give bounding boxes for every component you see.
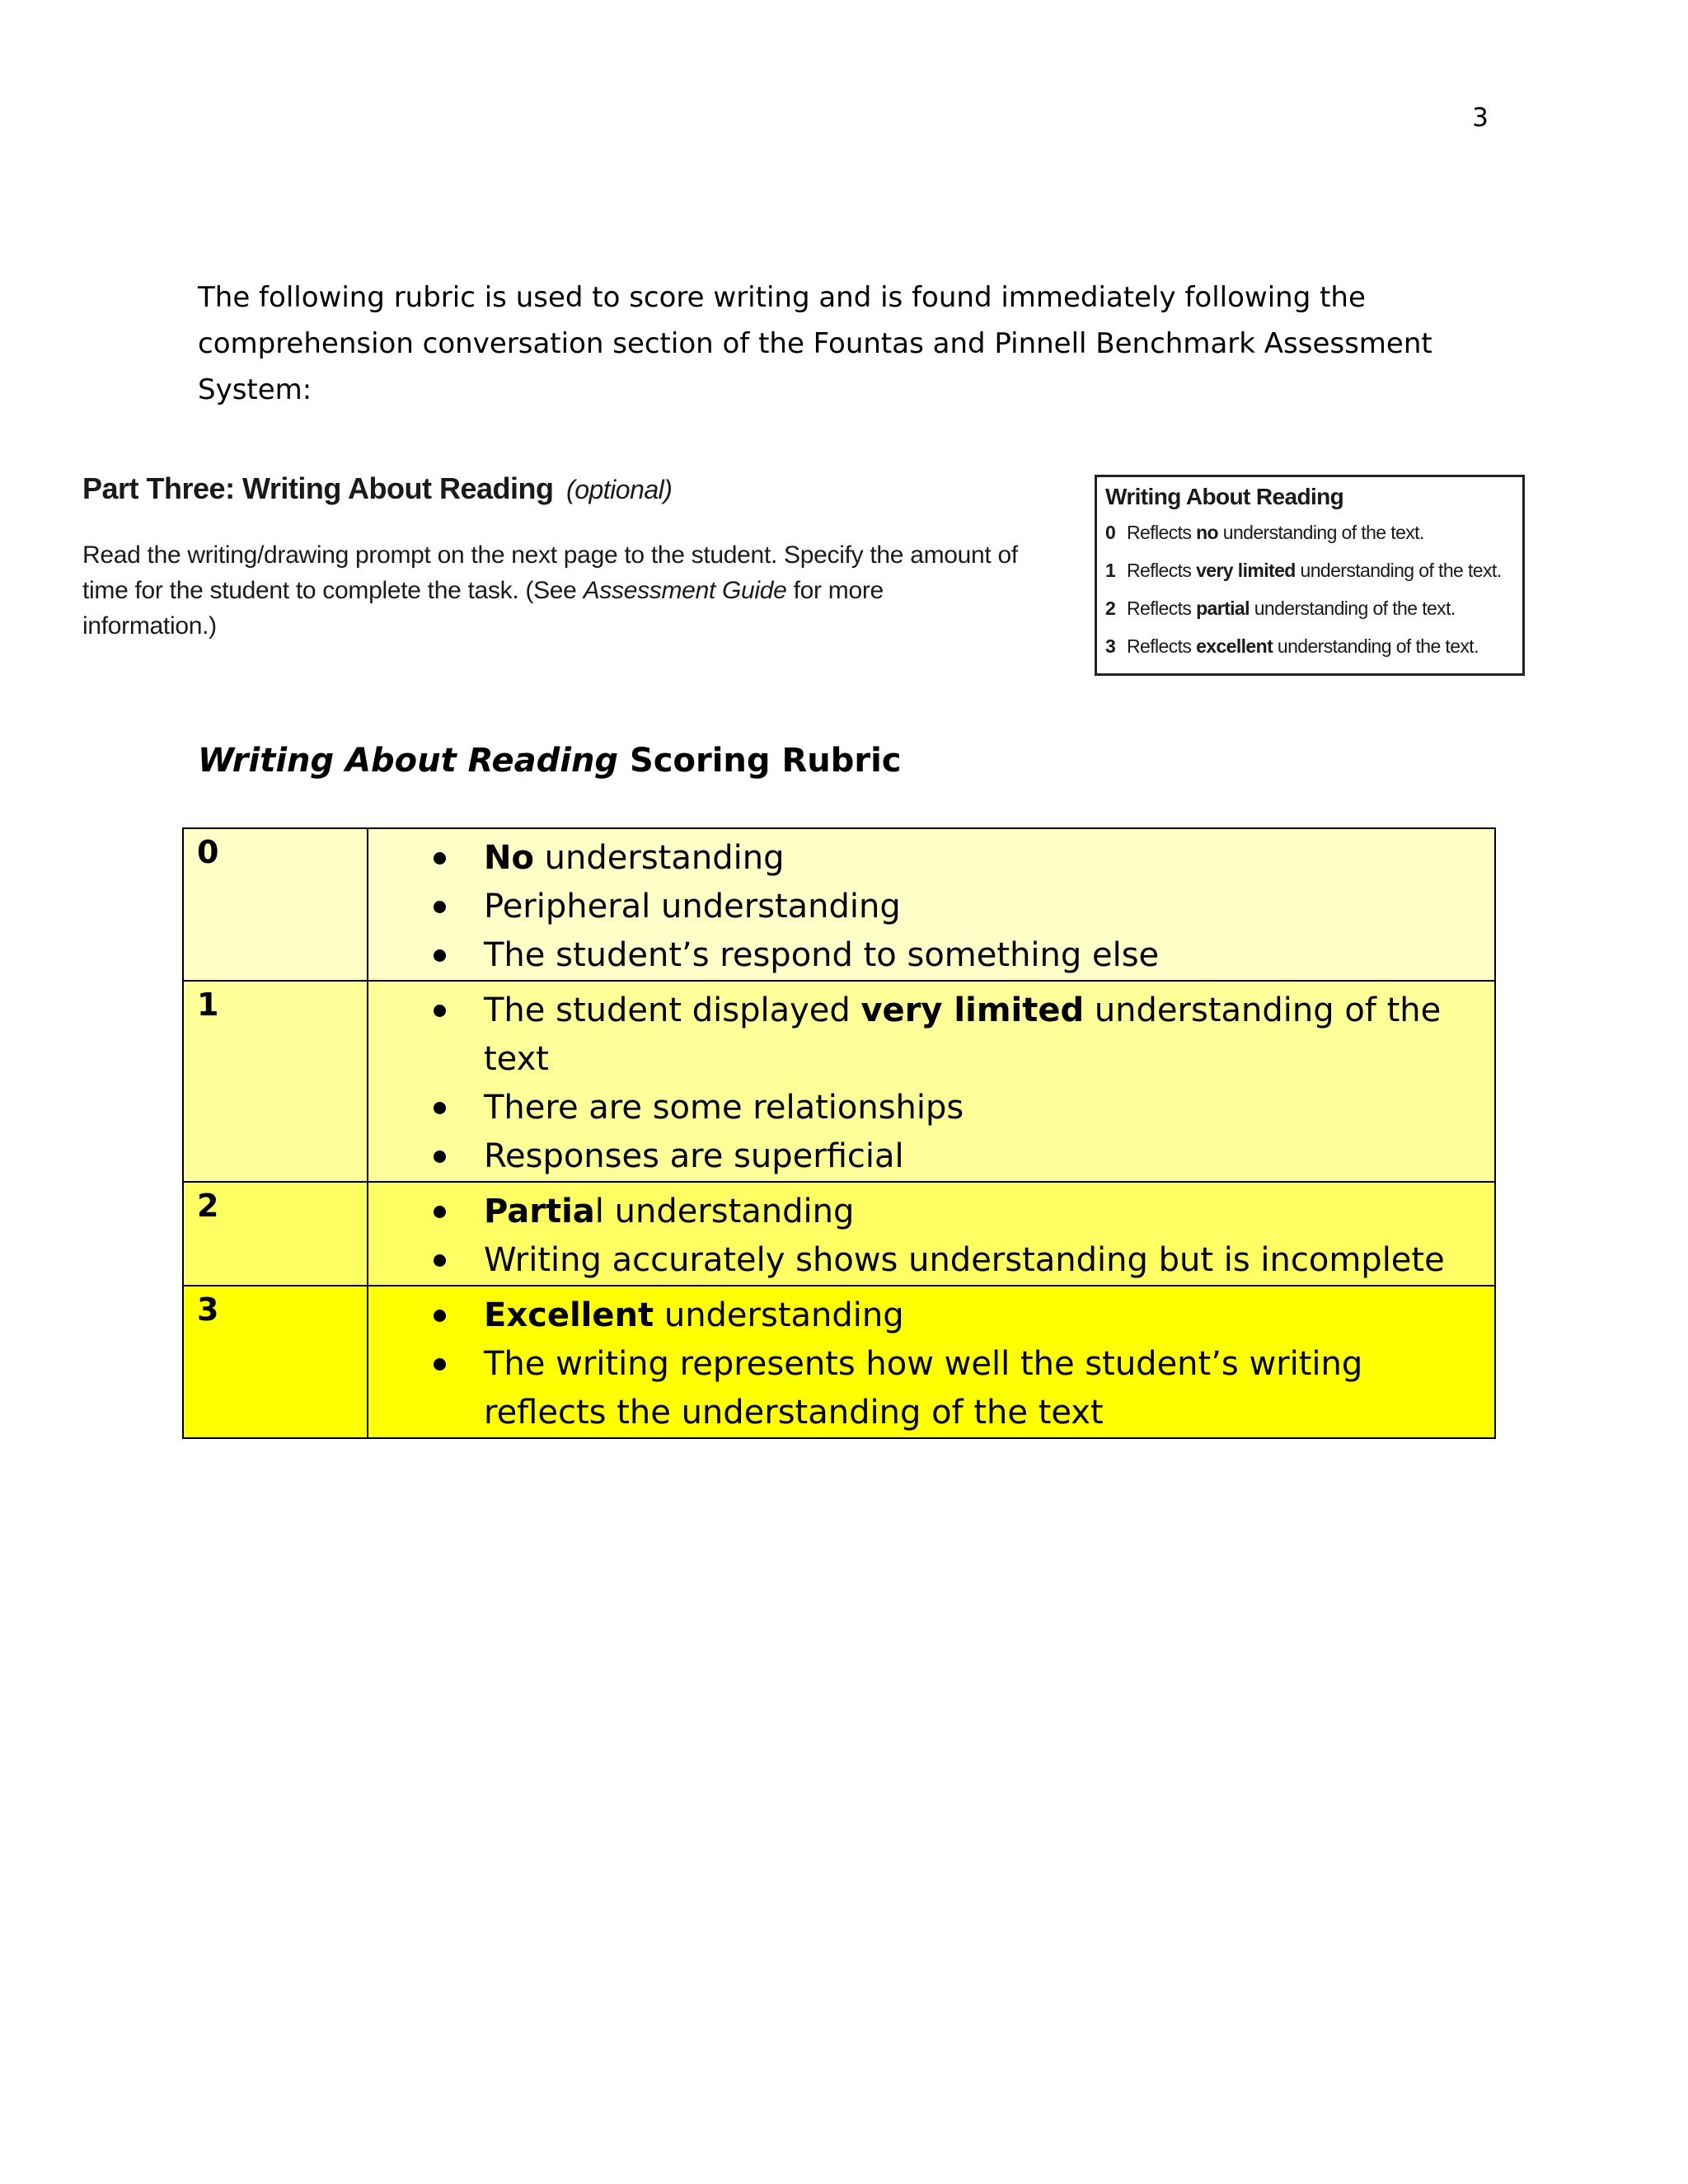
- criteria-list: [368, 834, 1494, 980]
- description-cell: [368, 1286, 1495, 1438]
- item-text: Responses are superficial: [484, 1137, 904, 1175]
- scoring-rubric-table: [182, 827, 1496, 1439]
- item-text: The student’s respond to something else: [484, 936, 1160, 974]
- scan-box-bold: no: [1196, 522, 1218, 543]
- scan-box-post: understanding of the text.: [1273, 635, 1479, 657]
- scan-box-num: 3: [1105, 635, 1116, 657]
- rubric-title-rest: Scoring Rubric: [618, 742, 902, 780]
- table-row: [183, 828, 1495, 981]
- scan-box-post: understanding of the text.: [1217, 522, 1424, 543]
- criteria-list: [368, 1188, 1494, 1285]
- table-row: [183, 981, 1495, 1182]
- scanned-excerpt: [79, 462, 1530, 684]
- score-cell: 3: [183, 1286, 368, 1438]
- list-item: [184, 834, 1494, 883]
- list-item: [184, 987, 1494, 1084]
- item-bold: very limited: [860, 991, 1085, 1029]
- item-text-after: understanding: [654, 1296, 904, 1334]
- scan-paragraph-em: Assessment Guide: [583, 577, 787, 604]
- scan-paragraph-end: for more information.): [82, 577, 884, 640]
- scan-box-row: [1105, 513, 1514, 551]
- description-cell: [368, 828, 1495, 981]
- scan-box-title: Writing About Reading: [1105, 484, 1344, 509]
- scan-box-pre: Reflects: [1127, 560, 1197, 581]
- scan-paragraph-start: Read the writing/drawing prompt on the next page to the student. Specify the amount of time for the student to complete the task. (See: [82, 541, 1018, 604]
- table-row: [183, 1286, 1495, 1438]
- list-item: [184, 931, 1494, 980]
- scan-score-box: [1095, 475, 1525, 676]
- scan-box-num: 2: [1105, 598, 1116, 619]
- score-cell: 1: [183, 981, 368, 1182]
- item-text-after: understanding: [533, 839, 785, 877]
- score-cell: 0: [183, 828, 368, 981]
- scan-box-row: [1105, 589, 1514, 627]
- item-text: Peripheral understanding: [484, 888, 901, 926]
- item-text-after: understanding of the text: [484, 991, 1442, 1078]
- item-bold: Excellent: [484, 1296, 654, 1334]
- list-item: [184, 1132, 1494, 1181]
- scan-box-row: [1105, 627, 1514, 665]
- scan-box-pre: Reflects: [1127, 522, 1197, 543]
- scan-heading-text: Part Three: Writing About Reading: [82, 471, 554, 505]
- item-text: There are some relationships: [484, 1089, 964, 1127]
- scan-box-num: 1: [1105, 560, 1116, 581]
- description-cell: [368, 1182, 1495, 1286]
- item-text: Writing accurately shows understanding but is incomplete: [484, 1241, 1445, 1279]
- item-bold: Partia: [484, 1193, 595, 1230]
- scan-box-row: [1105, 551, 1514, 589]
- item-text-after: l understanding: [594, 1193, 855, 1230]
- list-item: [184, 1340, 1494, 1437]
- description-cell: [368, 981, 1495, 1182]
- list-item: [184, 883, 1494, 931]
- list-item: [184, 1084, 1494, 1132]
- page-number: 3: [1472, 103, 1489, 133]
- item-text: The student displayed: [484, 991, 861, 1029]
- scan-box-bold: excellent: [1196, 635, 1273, 657]
- item-bold: No: [484, 839, 534, 877]
- scan-box-post: understanding of the text.: [1295, 560, 1502, 581]
- rubric-title: [198, 742, 902, 780]
- scan-box-bold: very limited: [1196, 560, 1296, 581]
- list-item: [184, 1291, 1494, 1340]
- criteria-list: [368, 1291, 1494, 1437]
- intro-paragraph: The following rubric is used to score writing and is found immediately following the comprehension conversation section of the Fountas and Pinnell Benchmark Assessment System:: [198, 281, 1432, 406]
- table-row: [183, 1182, 1495, 1286]
- rubric-title-italic: Writing About Reading: [198, 742, 619, 780]
- scan-box-bold: partial: [1196, 598, 1250, 619]
- scan-box-pre: Reflects: [1127, 598, 1197, 619]
- criteria-list: [368, 987, 1494, 1181]
- scan-heading-note: (optional): [566, 475, 673, 504]
- scan-box-post: understanding of the text.: [1249, 598, 1456, 619]
- score-cell: 2: [183, 1182, 368, 1286]
- item-text: The writing represents how well the student’s writing reflects the understanding of the text: [484, 1345, 1363, 1432]
- scan-box-pre: Reflects: [1127, 635, 1197, 657]
- list-item: [184, 1188, 1494, 1236]
- scan-box-num: 0: [1105, 522, 1116, 543]
- scan-paragraph: [82, 537, 1022, 644]
- scan-heading: [82, 471, 672, 506]
- list-item: [184, 1236, 1494, 1285]
